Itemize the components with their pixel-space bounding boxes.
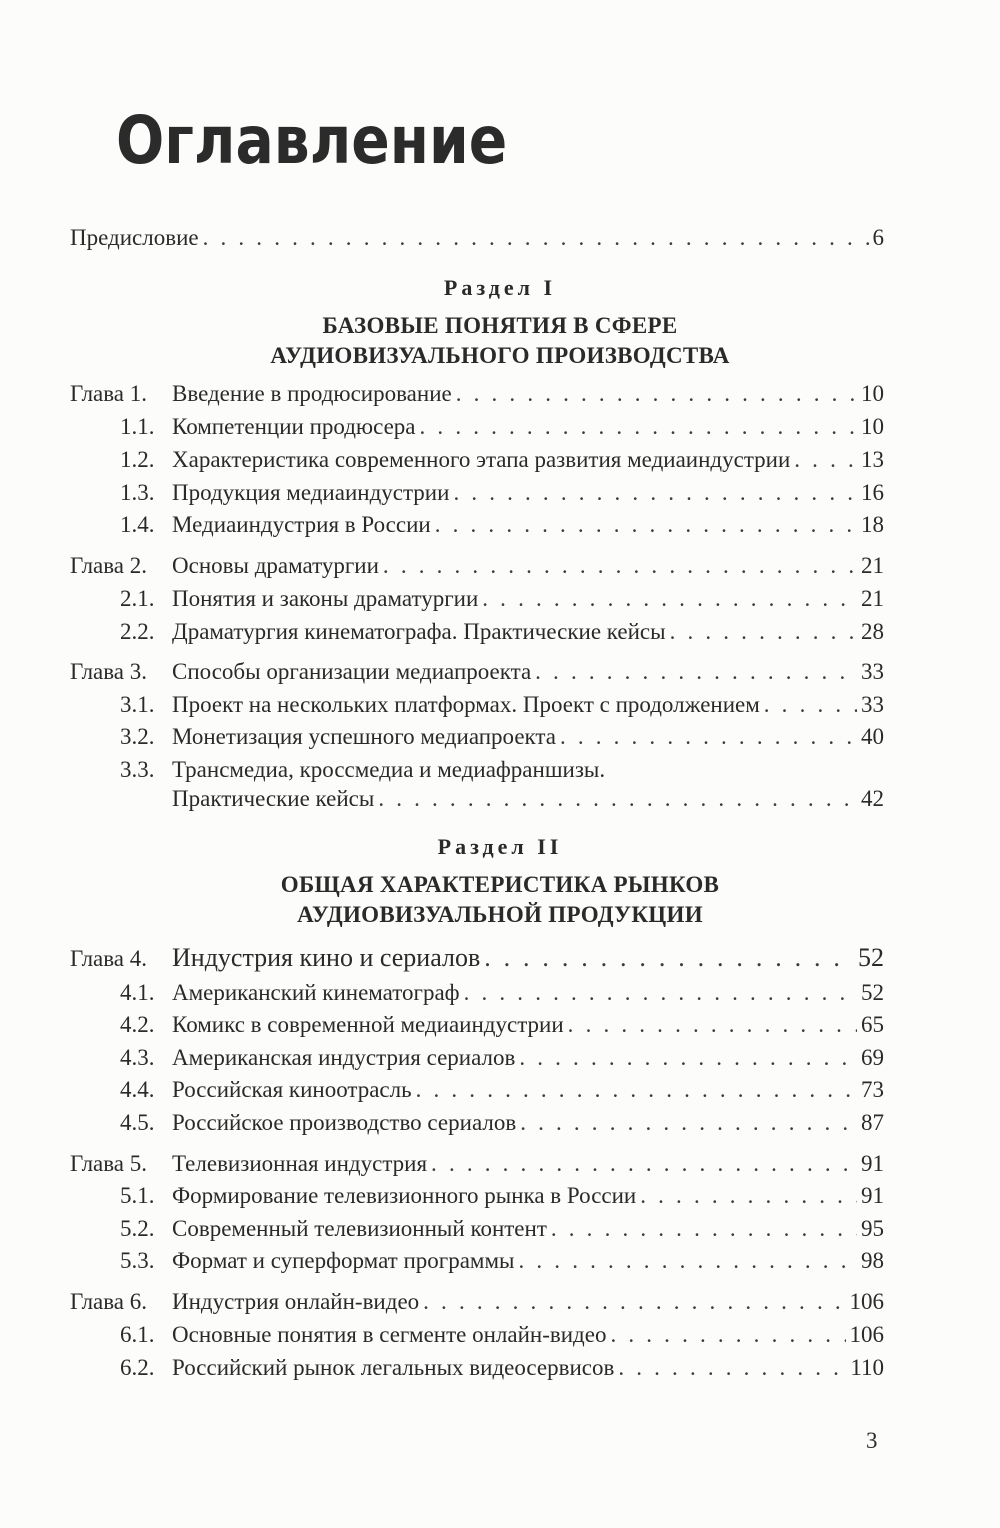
toc-entry-text: Практические кейсы [172,786,375,811]
toc-entry-page: 28 [861,619,884,644]
leader-dots [610,1320,845,1350]
leader-dots [482,584,857,614]
leader-dots [519,1043,857,1073]
toc-entry-text: Формат и суперформат программы [172,1248,515,1273]
page-title: Оглавление [116,102,508,179]
toc-subsection[interactable]: 4.1. Американский кинематограф . . . 52 [120,978,884,1008]
toc-entry-text: Монетизация успешного медиапроекта [172,724,556,749]
toc-subsection[interactable]: 5.1. Формирование телевизионного рынка в России . . . 91 [120,1181,884,1211]
leader-dots [431,1149,857,1179]
toc-subsection[interactable]: 1.3. Продукция медиаиндустрии . . . 16 [120,478,884,508]
toc-entry-page: 52 [858,943,884,972]
toc-entry-text: Введение в продюсирование [172,381,452,406]
leader-dots [383,551,857,581]
section-label: Раздел I [443,275,557,300]
toc-entry-page: 33 [861,659,884,684]
toc-entry-page: 40 [861,724,884,749]
toc-subsection[interactable]: 5.3. Формат и суперформат программы . . . 98 [120,1246,884,1276]
toc-entry-preface[interactable] [70,223,884,253]
toc-subsection[interactable]: 6.1. Основные понятия в сегменте онлайн-видео . . . 106 [120,1320,884,1350]
leader-dots [618,1353,846,1383]
toc-subsection[interactable]: 3.2. Монетизация успешного медиапроекта . . . 40 [120,722,884,752]
toc-subsection[interactable]: 4.4. Российская киноотрасль . . . 73 [120,1075,884,1105]
toc-subsection[interactable]: 1.1. Компетенции продюсера . . . 10 [120,412,884,442]
leader-dots [640,1181,857,1211]
toc-chapter[interactable]: Глава 2. Основы драматургии . . . 21 [70,551,884,581]
toc-chapter[interactable]: Глава 4. Индустрия кино и сериалов . . . 52 [70,943,884,973]
toc-entry-text: Основные понятия в сегменте онлайн-видео [172,1322,607,1347]
toc-entry-text: Индустрия кино и сериалов [172,943,481,972]
toc-subsection-continuation[interactable] [172,784,884,814]
toc-entry-page: 10 [861,414,884,439]
toc-entry-page: 106 [849,1289,884,1314]
toc-entry-page: 21 [861,553,884,578]
toc-entry-page: 33 [861,692,884,717]
toc-entry-text: Проект на нескольких платформах. Проект с продолжением [172,692,760,717]
toc-chapter[interactable]: Глава 6. Индустрия онлайн-видео . . . 106 [70,1287,884,1317]
toc-entry-page: 65 [861,1012,884,1037]
toc-subsection[interactable]: 1.4. Медиаиндустрия в России . . . 18 [120,510,884,540]
leader-dots [535,657,857,687]
toc-subsection[interactable]: 1.2. Характеристика современного этапа развития медиаиндустрии . . . 13 [120,445,884,475]
toc-subsection[interactable]: 4.3. Американская индустрия сериалов . . . 69 [120,1043,884,1073]
toc-entry-text: Американская индустрия сериалов [172,1045,516,1070]
toc-entry-text: Драматургия кинематографа. Практические кейсы [172,619,666,644]
leader-dots [453,478,857,508]
toc-entry-text: Российская киноотрасль [172,1077,412,1102]
leader-dots [423,1287,845,1317]
toc-subsection[interactable]: 6.2. Российский рынок легальных видеосервисов . . . 110 [120,1353,884,1383]
toc-entry-text: Компетенции продюсера [172,414,416,439]
toc-subsection[interactable]: 3.1. Проект на нескольких платформах. Проект с продолжением . . . 33 [120,690,884,720]
section-title-line: ОБЩАЯ ХАРАКТЕРИСТИКА РЫНКОВ [280,872,720,897]
toc-entry-text: Формирование телевизионного рынка в России [172,1183,637,1208]
leader-dots [435,510,857,540]
toc-entry-page: 91 [861,1151,884,1176]
toc-entry-text: Предисловие [70,225,199,250]
toc-entry-text: Американский кинематограф [172,980,460,1005]
toc-entry-page: 95 [861,1216,884,1241]
toc-entry-text: Трансмедиа, кроссмедиа и медиафраншизы. [172,757,606,782]
leader-dots [670,617,857,647]
leader-dots [568,1010,857,1040]
toc-entry-page: 91 [861,1183,884,1208]
leader-dots [456,379,857,409]
leader-dots [420,412,857,442]
section-title-line: БАЗОВЫЕ ПОНЯТИЯ В СФЕРЕ [322,313,678,338]
toc-entry-text: Телевизионная индустрия [172,1151,428,1176]
toc-entry-page: 98 [861,1248,884,1273]
leader-dots [520,1108,857,1138]
toc-chapter[interactable]: Глава 3. Способы организации медиапроекта . . . 33 [70,657,884,687]
toc-entry-text: Основы драматургии [172,553,379,578]
leader-dots [484,943,854,973]
toc-entry-text: Способы организации медиапроекта [172,659,532,684]
toc-entry-page: 10 [861,381,884,406]
toc-entry-page: 110 [850,1355,884,1380]
leader-dots [551,1214,857,1244]
toc-chapter[interactable]: Глава 5. Телевизионная индустрия . . . 91 [70,1149,884,1179]
toc-entry-page: 42 [861,786,884,811]
section-title-line: АУДИОВИЗУАЛЬНОЙ ПРОДУКЦИИ [297,902,703,927]
toc-entry-text: Российский рынок легальных видеосервисов [172,1355,615,1380]
section-label: Раздел II [437,834,563,859]
toc-entry-page: 87 [861,1110,884,1135]
toc-subsection[interactable]: 5.2. Современный телевизионный контент . . . 95 [120,1214,884,1244]
toc-entry-text: Современный телевизионный контент [172,1216,547,1241]
leader-dots [203,223,869,253]
toc-entry-page: 21 [861,586,884,611]
page-number: 3 [866,1428,878,1453]
toc-subsection[interactable]: 2.2. Драматургия кинематографа. Практические кейсы . . . 28 [120,617,884,647]
toc-entry-page: 18 [861,512,884,537]
leader-dots [764,690,857,720]
toc-entry-text: Характеристика современного этапа развития медиаиндустрии [172,447,791,472]
toc-entry-text: Комикс в современной медиаиндустрии [172,1012,564,1037]
toc-entry-page: 16 [861,480,884,505]
leader-dots [560,722,857,752]
section-title-line: АУДИОВИЗУАЛЬНОГО ПРОИЗВОДСТВА [270,343,730,368]
toc-entry-page: 6 [872,225,884,250]
toc-entry-page: 69 [861,1045,884,1070]
toc-entry-text: Медиаиндустрия в России [172,512,431,537]
toc-subsection[interactable]: 4.5. Российское производство сериалов . . . 87 [120,1108,884,1138]
leader-dots [519,1246,858,1276]
leader-dots [464,978,857,1008]
leader-dots [416,1075,857,1105]
leader-dots [378,784,857,814]
toc-subsection[interactable]: 4.2. Комикс в современной медиаиндустрии . . . 65 [120,1010,884,1040]
toc-chapter[interactable]: Глава 1. Введение в продюсирование . . . 10 [70,379,884,409]
toc-entry-text: Российское производство сериалов [172,1110,517,1135]
toc-subsection[interactable] [120,755,884,785]
toc-entry-number: 3.3. [120,757,155,782]
toc-subsection[interactable]: 2.1. Понятия и законы драматургии . . . 21 [120,584,884,614]
toc-entry-page: 52 [861,980,884,1005]
toc-entry-text: Индустрия онлайн-видео [172,1289,420,1314]
toc-entry-text: Продукция медиаиндустрии [172,480,450,505]
leader-dots [794,445,857,475]
toc-entry-page: 106 [849,1322,884,1347]
toc-entry-text: Понятия и законы драматургии [172,586,479,611]
toc-entry-page: 13 [861,447,884,472]
toc-entry-page: 73 [861,1077,884,1102]
